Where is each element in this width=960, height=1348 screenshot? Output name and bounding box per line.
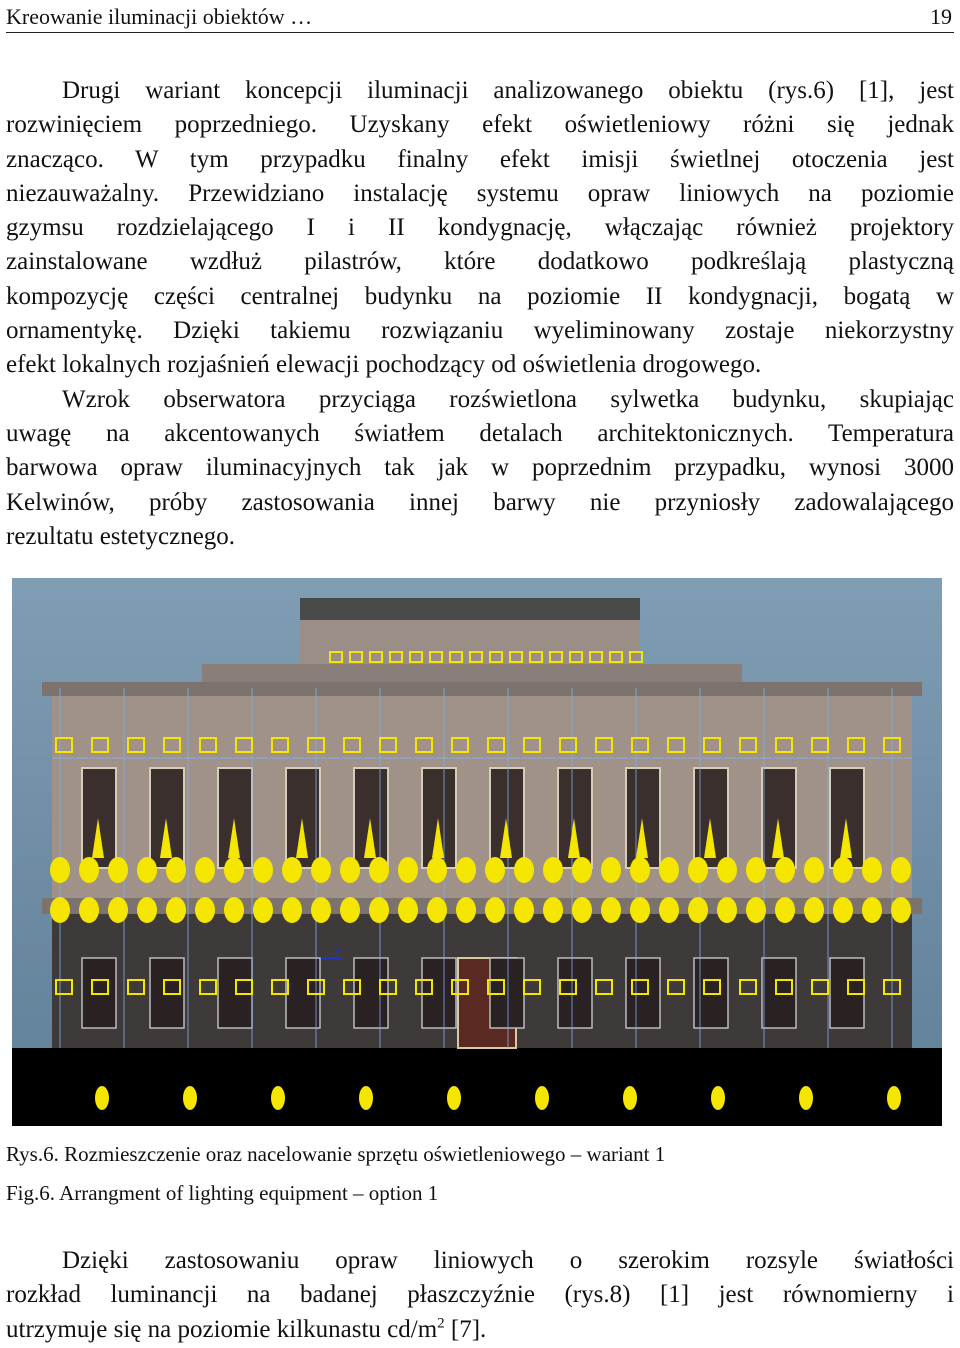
luminaire-oval: [195, 857, 215, 883]
luminaire-oval: [862, 897, 882, 923]
luminaire-oval: [311, 897, 331, 923]
luminaire-oval: [775, 857, 795, 883]
luminaire-oval: [485, 897, 505, 923]
luminaire-oval: [166, 897, 186, 923]
ground-luminaire: [271, 1086, 285, 1110]
para1-line: Wzrok obserwatora przyciąga rozświetlona sylwetka budynku, skupiając: [62, 385, 954, 413]
luminaire-oval: [427, 857, 447, 883]
luminaire-oval: [688, 857, 708, 883]
page-number: 19: [930, 4, 952, 29]
cornice-top: [42, 682, 922, 696]
luminaire-oval: [50, 857, 70, 883]
paragraph-1: [6, 74, 954, 554]
luminaire-oval: [224, 857, 244, 883]
ground-luminaire: [623, 1086, 637, 1110]
luminaire-oval: [746, 897, 766, 923]
para1-line: gzymsu rozdzielającego I i II kondygnację, włączając również projektory: [6, 214, 954, 242]
luminaire-oval: [659, 857, 679, 883]
luminaire-oval: [572, 897, 592, 923]
luminaire-oval: [485, 857, 505, 883]
luminaire-oval: [543, 897, 563, 923]
luminaire-oval: [659, 897, 679, 923]
luminaire-oval: [253, 897, 273, 923]
para1-line: zainstalowane wzdłuż pilastrów, które dodatkowo podkreślają plastyczną: [6, 248, 954, 276]
para1-line: uwagę na akcentowanych światłem detalach architektonicznych. Temperatura: [6, 419, 954, 447]
para1-line: efekt lokalnych rozjaśnień elewacji pochodzący od oświetlenia drogowego.: [6, 351, 762, 379]
luminaire-oval: [833, 857, 853, 883]
caption-english: Fig.6. Arrangment of lighting equipment – option 1: [6, 1181, 439, 1205]
luminaire-oval: [137, 897, 157, 923]
para2-line: [6, 1313, 954, 1347]
luminaire-oval: [79, 857, 99, 883]
luminaire-oval: [601, 897, 621, 923]
figure-facade-lighting: [12, 578, 942, 1126]
luminaire-oval: [862, 857, 882, 883]
ground-luminaire: [711, 1086, 725, 1110]
luminaire-oval: [282, 897, 302, 923]
ground-luminaire: [799, 1086, 813, 1110]
facade-illustration: [12, 578, 942, 1126]
luminaire-oval: [137, 857, 157, 883]
luminaire-oval: [282, 857, 302, 883]
para1-line: rezultatu estetycznego.: [6, 522, 236, 550]
running-title: Kreowanie iluminacji obiektów …: [6, 4, 313, 29]
superscript: 2: [437, 1315, 445, 1332]
para2-line: rozkład luminancji na badanej płaszczyźnie (rys.8) [1] jest równomierny i: [6, 1281, 954, 1309]
luminaire-oval: [340, 897, 360, 923]
para1-line: znacząco. W tym przypadku finalny efekt imisji świetlnej otoczenia jest: [6, 145, 954, 173]
para1-line: Kelwinów, próby zastosowania innej barwy nie przyniosły zadowalającego: [6, 488, 954, 516]
luminaire-oval: [311, 857, 331, 883]
luminaire-oval: [108, 857, 128, 883]
luminaire-oval: [717, 897, 737, 923]
luminaire-oval: [398, 857, 418, 883]
luminaire-oval: [108, 897, 128, 923]
luminaire-oval: [166, 857, 186, 883]
luminaire-oval: [456, 857, 476, 883]
luminaire-oval: [50, 897, 70, 923]
luminaire-oval: [688, 897, 708, 923]
para2-line3-text: utrzymuje się na poziomie kilkunastu cd/m: [6, 1315, 438, 1343]
luminaire-oval: [398, 897, 418, 923]
luminaire-oval: [543, 857, 563, 883]
luminaire-oval: [195, 897, 215, 923]
luminaire-oval: [572, 857, 592, 883]
para1-line: kompozycję części centralnej budynku na poziomie II kondygnacji, bogatą w: [6, 282, 954, 310]
axis-label: Z: [334, 945, 342, 959]
luminaire-oval: [340, 857, 360, 883]
luminaire-oval: [456, 897, 476, 923]
luminaire-oval: [804, 857, 824, 883]
luminaire-oval: [514, 857, 534, 883]
para2-line: Dzięki zastosowaniu opraw liniowych o szerokim rozsyle światłości: [62, 1247, 954, 1274]
para2-line3-tail: [7].: [444, 1315, 487, 1343]
luminaire-oval: [224, 897, 244, 923]
running-header: [6, 2, 954, 33]
luminaire-oval: [630, 897, 650, 923]
ground-luminaire: [535, 1086, 549, 1110]
para1-line: niezauważalny. Przewidziano instalację systemu opraw liniowych na poziomie: [6, 179, 954, 207]
luminaire-oval: [891, 897, 911, 923]
para1-line: barwowa opraw iluminacyjnych tak jak w poprzednim przypadku, wynosi 3000: [6, 454, 954, 482]
roof-attic: [300, 598, 640, 620]
ground-luminaire: [95, 1086, 109, 1110]
para1-line: ornamentykę. Dzięki takiemu rozwiązaniu wyeliminowany zostaje niekorzystny: [6, 317, 954, 345]
luminaire-oval: [746, 857, 766, 883]
luminaire-oval: [514, 897, 534, 923]
paragraph-2: [6, 1244, 954, 1347]
ground-luminaire: [447, 1086, 461, 1110]
luminaire-oval: [369, 857, 389, 883]
ground-luminaire: [887, 1086, 901, 1110]
luminaire-oval: [601, 857, 621, 883]
luminaire-oval: [253, 857, 273, 883]
luminaire-oval: [804, 897, 824, 923]
luminaire-oval: [369, 897, 389, 923]
caption-polish: Rys.6. Rozmieszczenie oraz nacelowanie sprzętu oświetleniowego – wariant 1: [6, 1142, 666, 1166]
para1-line: rozwinięciem poprzedniego. Uzyskany efekt oświetleniowy różni się jednak: [6, 111, 954, 139]
luminaire-oval: [833, 897, 853, 923]
luminaire-oval: [891, 857, 911, 883]
ground-luminaire: [359, 1086, 373, 1110]
luminaire-oval: [775, 897, 795, 923]
luminaire-oval: [427, 897, 447, 923]
luminaire-oval: [79, 897, 99, 923]
luminaire-oval: [717, 857, 737, 883]
ground-luminaire: [183, 1086, 197, 1110]
luminaire-oval: [630, 857, 650, 883]
para1-line: Drugi wariant koncepcji iluminacji analizowanego obiektu (rys.6) [1], jest: [62, 77, 954, 104]
ground: [12, 1048, 942, 1126]
